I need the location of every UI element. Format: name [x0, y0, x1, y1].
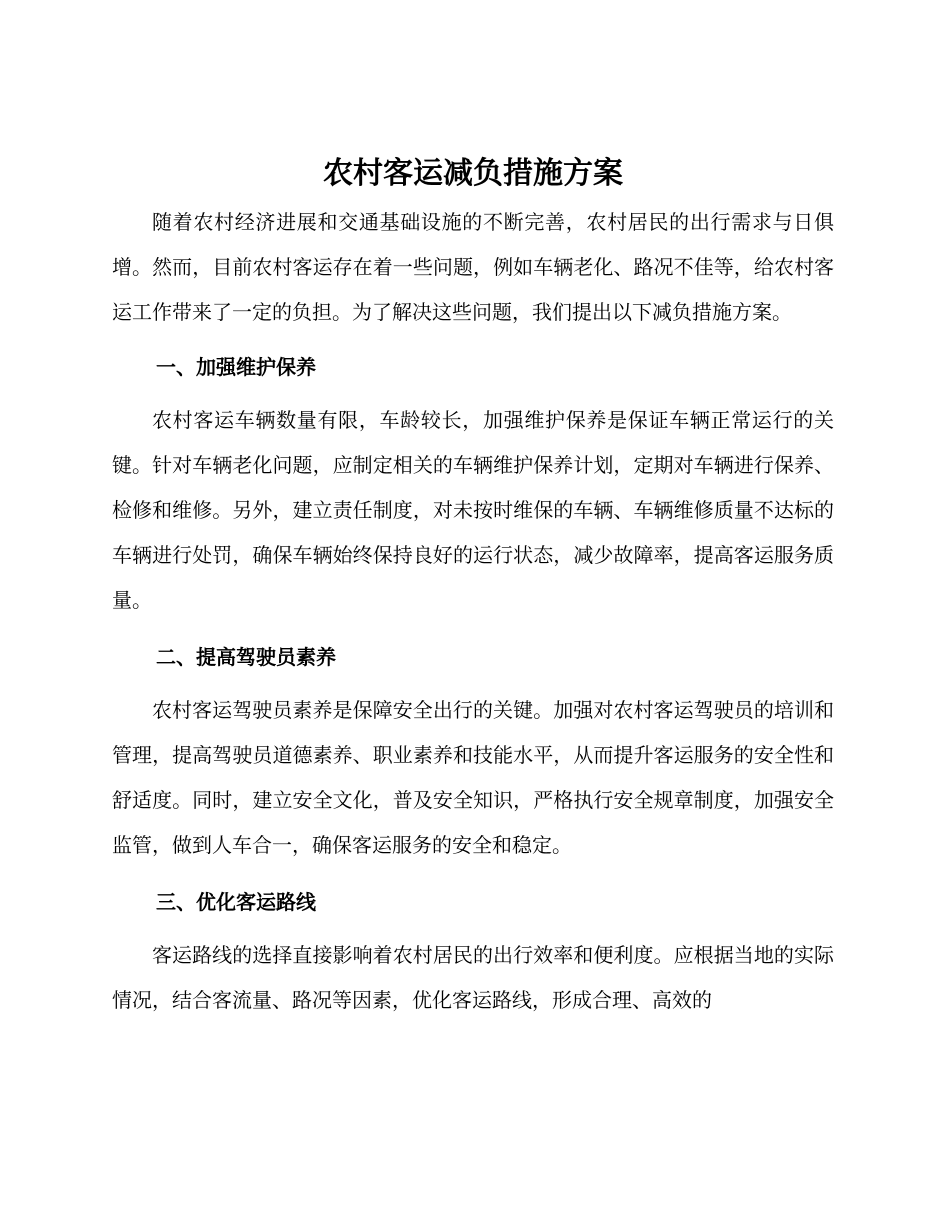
section-heading-route-optimization: 三、优化客运路线 — [156, 890, 316, 914]
section-body-driver-quality: 农村客运驾驶员素养是保障安全出行的关键。加强对农村客运驾驶员的培训和管理，提高驾驶员道德素养、职业素养和技能水平，从而提升客运服务的安全性和舒适度。同时，建立安全文化，普及安全知识，严格执行安全规章制度，加强安全监管，做到人车合一，确保客运服务的安全和稳定。 — [112, 698, 834, 857]
document-content — [112, 150, 834, 1023]
section-body-maintenance: 农村客运车辆数量有限，车龄较长，加强维护保养是保证车辆正常运行的关键。针对车辆老化问题，应制定相关的车辆维护保养计划，定期对车辆进行保养、检修和维修。另外，建立责任制度，对未按时维保的车辆、车辆维修质量不达标的车辆进行处罚，确保车辆始终保持良好的运行状态，减少故障率，提高客运服务质量。 — [112, 408, 834, 612]
section-heading-maintenance: 一、加强维护保养 — [156, 355, 316, 379]
intro-paragraph: 随着农村经济进展和交通基础设施的不断完善，农村居民的出行需求与日俱增。然而，目前农村客运存在着一些问题，例如车辆老化、路况不佳等，给农村客运工作带来了一定的负担。为了解决这些问题，我们提出以下减负措施方案。 — [112, 210, 834, 324]
document-title: 农村客运减负措施方案 — [323, 156, 623, 191]
section-body-route-optimization: 客运路线的选择直接影响着农村居民的出行效率和便利度。应根据当地的实际情况，结合客流量、路况等因素，优化客运路线，形成合理、高效的 — [112, 943, 834, 1012]
section-heading-driver-quality: 二、提高驾驶员素养 — [156, 645, 336, 669]
